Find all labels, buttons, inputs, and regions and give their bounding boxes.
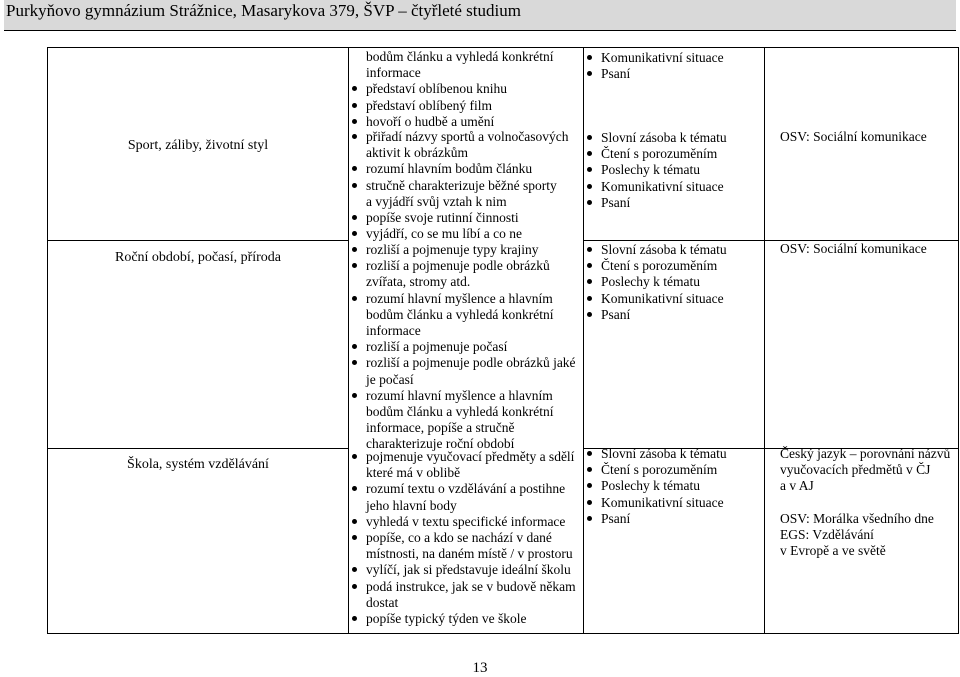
column-divider <box>764 47 765 634</box>
outcome-item: bodům článku a vyhledá konkrétní <box>366 49 554 64</box>
outcome-item: charakterizuje roční období <box>366 436 515 452</box>
content-item: Psaní <box>584 307 764 323</box>
content-item: Poslechy k tématu <box>584 478 764 494</box>
outcome-item: je počasí <box>366 371 414 387</box>
outcomes-cell-2 <box>349 242 583 453</box>
outcome-item: jeho hlavní body <box>366 497 457 513</box>
outcome-item: místnosti, na daném místě / v prostoru <box>366 546 573 562</box>
outcome-item: a vyjádří svůj vztah k nim <box>366 193 507 209</box>
outcomes-list <box>349 449 583 627</box>
content-item: Psaní <box>584 511 764 527</box>
outcome-item: pojmenuje vyučovací předměty a sdělí <box>349 449 583 465</box>
outcome-item: vylíčí, jak si představuje ideální školu <box>349 562 583 578</box>
page-header <box>4 0 956 30</box>
content-cell-0 <box>584 50 764 82</box>
outcome-item: rozumí hlavní myšlence a hlavním <box>349 291 583 307</box>
outcome-item: popíše svoje rutinní činnosti <box>349 210 583 226</box>
outcome-item: stručně charakterizuje běžné sporty <box>349 178 583 194</box>
outcome-item: informace <box>366 65 421 81</box>
outcome-item: bodům článku a vyhledá konkrétní <box>366 404 554 420</box>
outcome-item: rozliší a pojmenuje počasí <box>349 339 583 355</box>
header-rule <box>4 30 956 31</box>
content-item: Psaní <box>584 66 764 82</box>
content-item: Komunikativní situace <box>584 495 764 511</box>
crosscut-item: OSV: Sociální komunikace <box>780 129 927 144</box>
outcome-item: zvířata, stromy atd. <box>366 274 471 290</box>
content-cell-1 <box>584 130 764 211</box>
outcome-item: informace, popíše a stručně <box>366 420 515 436</box>
content-item: Psaní <box>584 195 764 211</box>
content-item: Čtení s porozuměním <box>584 462 764 478</box>
row-divider <box>47 448 348 449</box>
content-list <box>584 242 764 323</box>
content-item: Poslechy k tématu <box>584 162 764 178</box>
outcome-item: představí oblíbenou knihu <box>349 81 583 97</box>
header-title: Purkyňovo gymnázium Strážnice, Masarykova 379, ŠVP – čtyřleté studium <box>6 1 521 20</box>
topic-seasons: Roční období, počasí, příroda <box>114 250 282 265</box>
crosscut-cell-2 <box>780 241 958 257</box>
crosscut-item: Český jazyk – porovnání názvů <box>780 446 951 461</box>
outcome-item: představí oblíbený film <box>349 98 583 114</box>
crosscut-item: vyučovacích předmětů v ČJ <box>780 462 931 478</box>
content-item: Poslechy k tématu <box>584 274 764 290</box>
outcomes-cell-0 <box>349 49 583 130</box>
outcome-item: vyjádří, co se mu líbí a co ne <box>349 226 583 242</box>
content-list <box>584 50 764 82</box>
outcome-item: popíše, co a kdo se nachází v dané <box>349 530 583 546</box>
content-item: Komunikativní situace <box>584 291 764 307</box>
content-item: Komunikativní situace <box>584 50 764 66</box>
content-item: Slovní zásoba k tématu <box>584 446 764 462</box>
crosscut-cell-3 <box>780 446 958 559</box>
outcome-item: rozliší a pojmenuje typy krajiny <box>349 242 583 258</box>
outcome-item: rozliší a pojmenuje podle obrázků jaké <box>349 355 583 371</box>
crosscut-item: v Evropě a ve světě <box>780 543 886 559</box>
outcome-item: informace <box>366 323 421 339</box>
row-divider <box>47 240 348 241</box>
outcomes-cell-3 <box>349 449 583 627</box>
crosscut-item: OSV: Morálka všedního dne <box>780 510 934 526</box>
content-cell-2 <box>584 242 764 323</box>
outcome-item: hovoří o hudbě a umění <box>349 114 583 130</box>
outcomes-list <box>349 129 583 242</box>
crosscut-item: a v AJ <box>780 478 814 494</box>
content-item: Komunikativní situace <box>584 179 764 195</box>
crosscut-spacer <box>780 495 958 511</box>
outcome-item: podá instrukce, jak se v budově někam <box>349 579 583 595</box>
outcome-item: rozumí hlavní myšlence a hlavním <box>349 388 583 404</box>
outcome-item: dostat <box>366 594 399 610</box>
content-cell-3 <box>584 446 764 527</box>
outcome-item: které má v oblibě <box>366 465 461 481</box>
content-item: Slovní zásoba k tématu <box>584 130 764 146</box>
crosscut-item: EGS: Vzdělávání <box>780 526 874 542</box>
outcome-item: rozumí hlavním bodům článku <box>349 161 583 177</box>
content-item: Čtení s porozuměním <box>584 146 764 162</box>
crosscut-cell-1 <box>780 129 958 145</box>
content-item: Slovní zásoba k tématu <box>584 242 764 258</box>
outcome-item: přiřadí názvy sportů a volnočasových <box>349 129 583 145</box>
outcomes-list <box>349 242 583 453</box>
content-item: Čtení s porozuměním <box>584 258 764 274</box>
outcome-item: vyhledá v textu specifické informace <box>349 514 583 530</box>
outcome-item: popíše typický týden ve škole <box>349 611 583 627</box>
outcome-item: rozumí textu o vzdělávání a postihne <box>349 481 583 497</box>
page-number: 13 <box>472 660 488 676</box>
outcome-item: bodům článku a vyhledá konkrétní <box>366 306 554 322</box>
crosscut-item: OSV: Sociální komunikace <box>780 241 927 256</box>
outcome-item: rozliší a pojmenuje podle obrázků <box>349 258 583 274</box>
topic-sport: Sport, záliby, životní styl <box>127 138 269 153</box>
outcomes-list <box>349 49 583 130</box>
content-list <box>584 446 764 527</box>
outcome-item: aktivit k obrázkům <box>366 145 468 161</box>
outcomes-cell-1 <box>349 129 583 242</box>
content-list <box>584 130 764 211</box>
topic-school: Škola, systém vzdělávání <box>127 457 269 472</box>
